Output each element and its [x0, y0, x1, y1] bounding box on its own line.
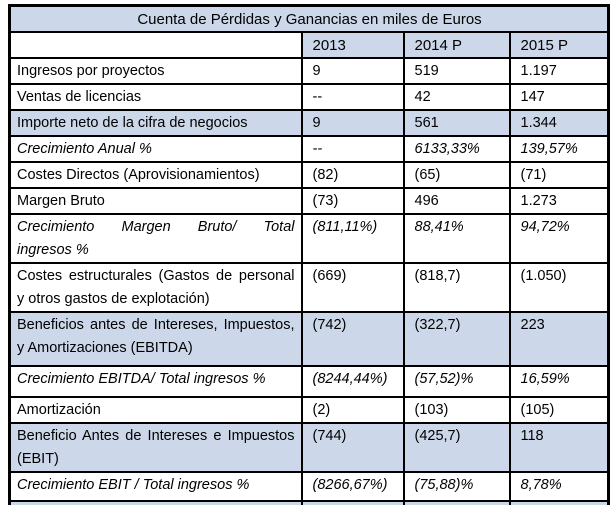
cell-value: (82) — [302, 162, 404, 188]
row-label — [10, 423, 302, 472]
row-label — [10, 110, 302, 136]
cell-value: 147 — [510, 84, 609, 110]
header-cell-year-2014p: 2014 P — [404, 32, 510, 58]
table-row — [10, 58, 609, 84]
cell-value: 6133,33% — [404, 136, 510, 162]
header-cell-empty — [10, 32, 302, 58]
table-header-row — [10, 32, 609, 58]
table-row — [10, 397, 609, 423]
cell-value: (744) — [302, 423, 404, 472]
cell-value: 88,41% — [404, 214, 510, 263]
row-label-line: Margen Bruto — [17, 193, 105, 209]
table-row — [10, 366, 609, 397]
cell-value: 561 — [404, 110, 510, 136]
cell-value: (103) — [404, 397, 510, 423]
bottom-partial-row — [10, 501, 609, 505]
row-label-line: Crecimiento EBITDA/ Total ingresos % — [17, 371, 266, 387]
cell-value: (669) — [302, 263, 404, 312]
cell-value: (57,52)% — [404, 366, 510, 397]
row-label-line: ingresos % — [17, 242, 89, 258]
cell-value: (105) — [510, 397, 609, 423]
cell-value — [510, 501, 609, 505]
cell-value: 139,57% — [510, 136, 609, 162]
cell-value: (8266,67%) — [302, 472, 404, 501]
cell-value: 8,78% — [510, 472, 609, 501]
row-label-line: Costes Directos (Aprovisionamientos) — [17, 167, 260, 183]
cell-value: (818,7) — [404, 263, 510, 312]
row-label-line: Beneficios antes de Intereses, Impuestos, — [17, 317, 295, 333]
row-label — [10, 136, 302, 162]
row-label-line: Amortización — [17, 402, 101, 418]
cell-value: -- — [302, 84, 404, 110]
cell-value: 1.273 — [510, 188, 609, 214]
row-label-line: y otros gastos de explotación) — [17, 291, 210, 307]
cell-value: (322,7) — [404, 312, 510, 366]
table-row — [10, 312, 609, 366]
row-label — [10, 312, 302, 366]
cell-value: 42 — [404, 84, 510, 110]
row-label — [10, 263, 302, 312]
table-row — [10, 263, 609, 312]
row-label-line: Beneficio Antes de Intereses e Impuestos — [17, 428, 295, 444]
cell-value: 118 — [510, 423, 609, 472]
row-label — [10, 366, 302, 397]
row-label — [10, 162, 302, 188]
cell-value: (1.050) — [510, 263, 609, 312]
cell-value: 1.197 — [510, 58, 609, 84]
row-label-line: Crecimiento EBIT / Total ingresos % — [17, 477, 250, 493]
row-label-line: Ingresos por proyectos — [17, 63, 165, 79]
cell-value: (73) — [302, 188, 404, 214]
header-cell-year-2015p: 2015 P — [510, 32, 609, 58]
cell-value: 519 — [404, 58, 510, 84]
table-row — [10, 472, 609, 501]
row-label — [10, 84, 302, 110]
table-title-row — [10, 6, 609, 33]
row-label-line: Crecimiento Margen Bruto/ Total — [17, 219, 295, 235]
cell-value: (75,88)% — [404, 472, 510, 501]
row-label-line: Costes estructurales (Gastos de personal — [17, 268, 295, 284]
row-label — [10, 58, 302, 84]
row-label-line: Importe neto de la cifra de negocios — [17, 115, 248, 131]
table-row — [10, 188, 609, 214]
cell-value: 1.344 — [510, 110, 609, 136]
row-label-line: (EBIT) — [17, 451, 59, 467]
cell-value: (8244,44%) — [302, 366, 404, 397]
table-row — [10, 162, 609, 188]
cell-value: (425,7) — [404, 423, 510, 472]
row-label-line: y Amortizaciones (EBITDA) — [17, 340, 193, 356]
cell-value: 223 — [510, 312, 609, 366]
cell-value: 94,72% — [510, 214, 609, 263]
profit-loss-table — [8, 4, 610, 505]
cell-value — [302, 501, 404, 505]
cell-value: 9 — [302, 58, 404, 84]
table-row — [10, 136, 609, 162]
table-row — [10, 84, 609, 110]
cell-value: -- — [302, 136, 404, 162]
row-label-line: Ventas de licencias — [17, 89, 142, 105]
cell-value: (811,11%) — [302, 214, 404, 263]
table-row — [10, 423, 609, 472]
cell-value: 16,59% — [510, 366, 609, 397]
row-label — [10, 501, 302, 505]
row-label — [10, 397, 302, 423]
table-row — [10, 214, 609, 263]
cell-value — [404, 501, 510, 505]
header-cell-year-2013: 2013 — [302, 32, 404, 58]
cell-value: 496 — [404, 188, 510, 214]
cell-value: (65) — [404, 162, 510, 188]
row-label-line: Crecimiento Anual % — [17, 141, 152, 157]
cell-value: (71) — [510, 162, 609, 188]
row-label — [10, 472, 302, 501]
table-row — [10, 110, 609, 136]
cell-value: 9 — [302, 110, 404, 136]
cell-value: (742) — [302, 312, 404, 366]
row-label — [10, 214, 302, 263]
cell-value: (2) — [302, 397, 404, 423]
table-title: Cuenta de Pérdidas y Ganancias en miles de Euros — [10, 6, 609, 33]
row-label — [10, 188, 302, 214]
